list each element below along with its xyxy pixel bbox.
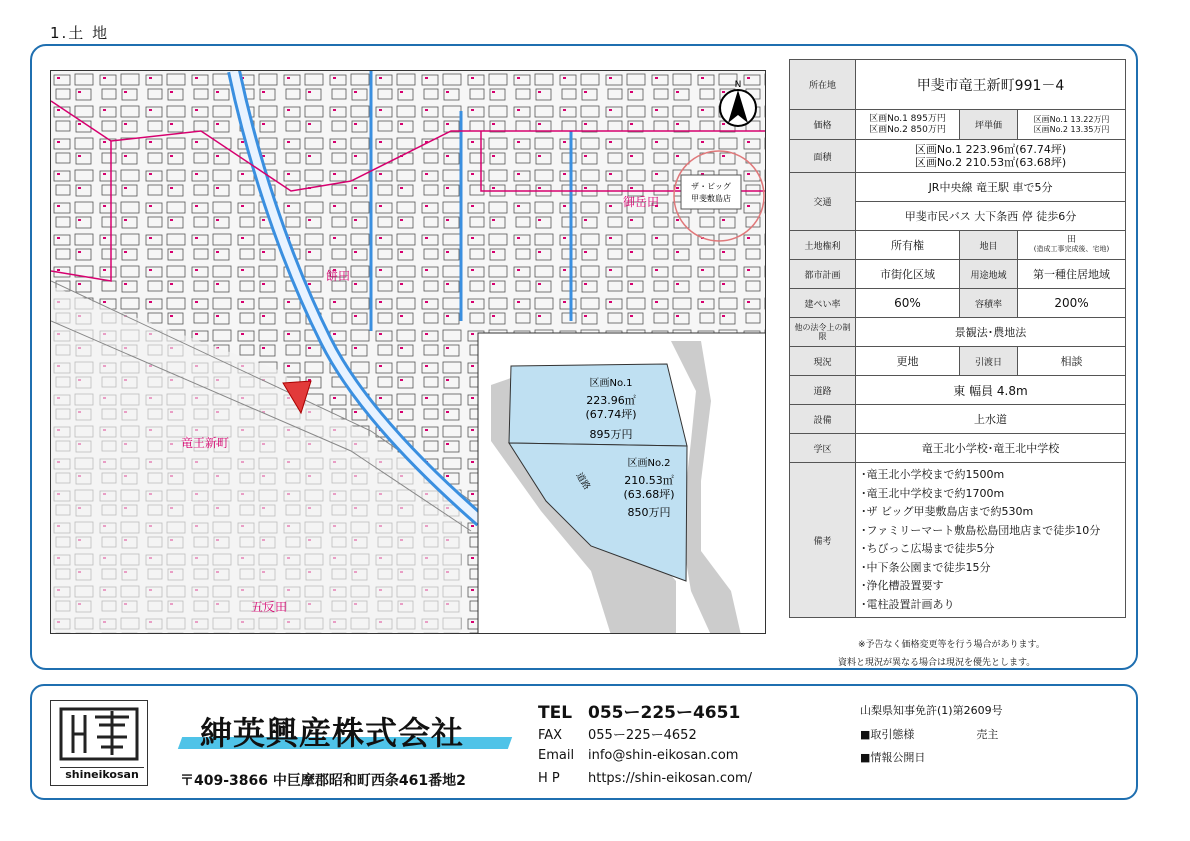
section-title: 1.土 地 (50, 24, 110, 42)
town-label: 御岳田 (623, 195, 660, 209)
label-traffic: 交通 (790, 173, 856, 231)
company-name: 紳英興産株式会社 (200, 714, 465, 752)
label-delivery: 引渡日 (960, 347, 1018, 376)
label-price: 価格 (790, 110, 856, 140)
logo-mark-icon (51, 701, 147, 765)
value-unit-2: 区画No.2 13.35万円 (1033, 124, 1110, 134)
plot-price: 850万円 (627, 506, 671, 519)
company-address: 〒409-3866 中巨摩郡昭和町西条461番地2 (180, 773, 466, 789)
plot-price: 895万円 (589, 428, 633, 441)
town-label: 五反田 (251, 600, 288, 614)
value-use-zone: 第一種住居地域 (1018, 260, 1126, 289)
remark-item: ･ザ ビッグ甲斐敷島店まで約530m (861, 505, 1034, 518)
fax-label: FAX (538, 728, 563, 743)
label-bcr: 建ぺい率 (790, 289, 856, 318)
value-bcr: 60% (856, 289, 960, 318)
value-price-2: 区画No.2 850万円 (869, 124, 946, 135)
town-label: 竜王新町 (181, 436, 230, 450)
value-unit-1: 区画No.1 13.22万円 (1033, 114, 1110, 124)
value-land-right: 所有権 (856, 231, 960, 260)
remark-item: ･電柱設置計画あり (861, 597, 955, 611)
value-other-law: 景観法･農地法 (856, 318, 1126, 347)
value-land-category: 田 (1067, 235, 1077, 245)
plot-area: 223.96㎡ (586, 394, 636, 407)
remark-item: ･浄化槽設置要す (861, 579, 944, 592)
label-city-plan: 都市計画 (790, 260, 856, 289)
hp-label: H P (538, 771, 560, 786)
plot-tsubo: (67.74坪) (585, 408, 637, 421)
price-change-note: ※予告なく価格変更等を行う場合があります。 (858, 640, 1045, 650)
label-status: 現況 (790, 347, 856, 376)
value-location: 甲斐市竜王新町991－4 (856, 60, 1126, 110)
value-delivery: 相談 (1018, 347, 1126, 376)
label-school: 学区 (790, 434, 856, 463)
property-info-table (789, 59, 1126, 618)
value-school: 竜王北小学校･竜王北中学校 (856, 434, 1126, 463)
value-facility: 上水道 (856, 405, 1126, 434)
value-traffic-1: JR中央線 竜王駅 車で5分 (856, 173, 1126, 202)
value-far: 200% (1018, 289, 1126, 318)
value-traffic-2: 甲斐市民バス 大下条西 停 徒歩6分 (856, 202, 1126, 231)
svg-text:N: N (734, 80, 742, 90)
value-city-plan: 市街化区域 (856, 260, 960, 289)
email-link[interactable]: info@shin-eikosan.com (588, 748, 739, 763)
value-land-category-note: (造成工事完成後、宅地) (1033, 245, 1110, 253)
publish-date-label: ■情報公開日 (860, 751, 926, 764)
value-price-1: 区画No.1 895万円 (869, 113, 946, 124)
label-other-law: 他の法令上の制限 (790, 318, 856, 347)
location-map (50, 70, 766, 634)
remark-item: ･ちびっこ広場まで徒歩5分 (861, 542, 995, 555)
value-status: 更地 (856, 347, 960, 376)
remark-item: ･ファミリーマート敷島松島団地店まで徒歩10分 (861, 523, 1101, 537)
label-area: 面積 (790, 140, 856, 173)
plot-area: 210.53㎡ (624, 474, 674, 487)
tel-value: 055ー225ー4651 (588, 703, 741, 723)
value-area-2: 区画No.2 210.53㎡(63.68坪) (914, 156, 1067, 169)
label-far: 容積率 (960, 289, 1018, 318)
remark-item: ･中下条公園まで徒歩15分 (861, 560, 991, 574)
label-land-right: 土地権利 (790, 231, 856, 260)
email-label: Email (538, 748, 575, 763)
value-area-1: 区画No.1 223.96㎡(67.74坪) (914, 143, 1067, 156)
plot-label: 区画No.1 (589, 378, 633, 389)
logo-text: shineikosan (60, 767, 144, 781)
license-number: 山梨県知事免許(1)第2609号 (860, 704, 1003, 717)
label-facility: 設備 (790, 405, 856, 434)
label-location: 所在地 (790, 60, 856, 110)
label-remarks: 備考 (790, 463, 856, 618)
tel-label: TEL (538, 703, 573, 723)
town-label: 餅田 (326, 269, 351, 283)
fax-value: 055ー225ー4652 (588, 728, 697, 743)
poi-label-sub: 甲斐敷島店 (691, 194, 731, 203)
parcel-inset (478, 333, 766, 634)
deal-type-value: 売主 (976, 728, 999, 741)
map-svg (51, 71, 766, 634)
label-road: 道路 (790, 376, 856, 405)
deal-type-label: ■取引態様 (860, 728, 915, 741)
value-road: 東 幅員 4.8m (856, 376, 1126, 405)
road-label: 道路 (573, 471, 592, 492)
remark-item: ･竜王北小学校まで約1500m (861, 468, 1005, 481)
poi-label: ザ・ビッグ (691, 182, 731, 191)
label-land-category: 地目 (960, 231, 1018, 260)
status-priority-note: 資料と現況が異なる場合は現況を優先とします。 (838, 658, 1036, 668)
plot-tsubo: (63.68坪) (623, 488, 675, 501)
plot-label: 区画No.2 (627, 458, 671, 469)
remark-item: ･竜王北中学校まで約1700m (861, 486, 1005, 500)
label-use-zone: 用途地域 (960, 260, 1018, 289)
label-unit-price: 坪単価 (960, 110, 1018, 140)
website-link[interactable]: https://shin-eikosan.com/ (588, 771, 753, 786)
